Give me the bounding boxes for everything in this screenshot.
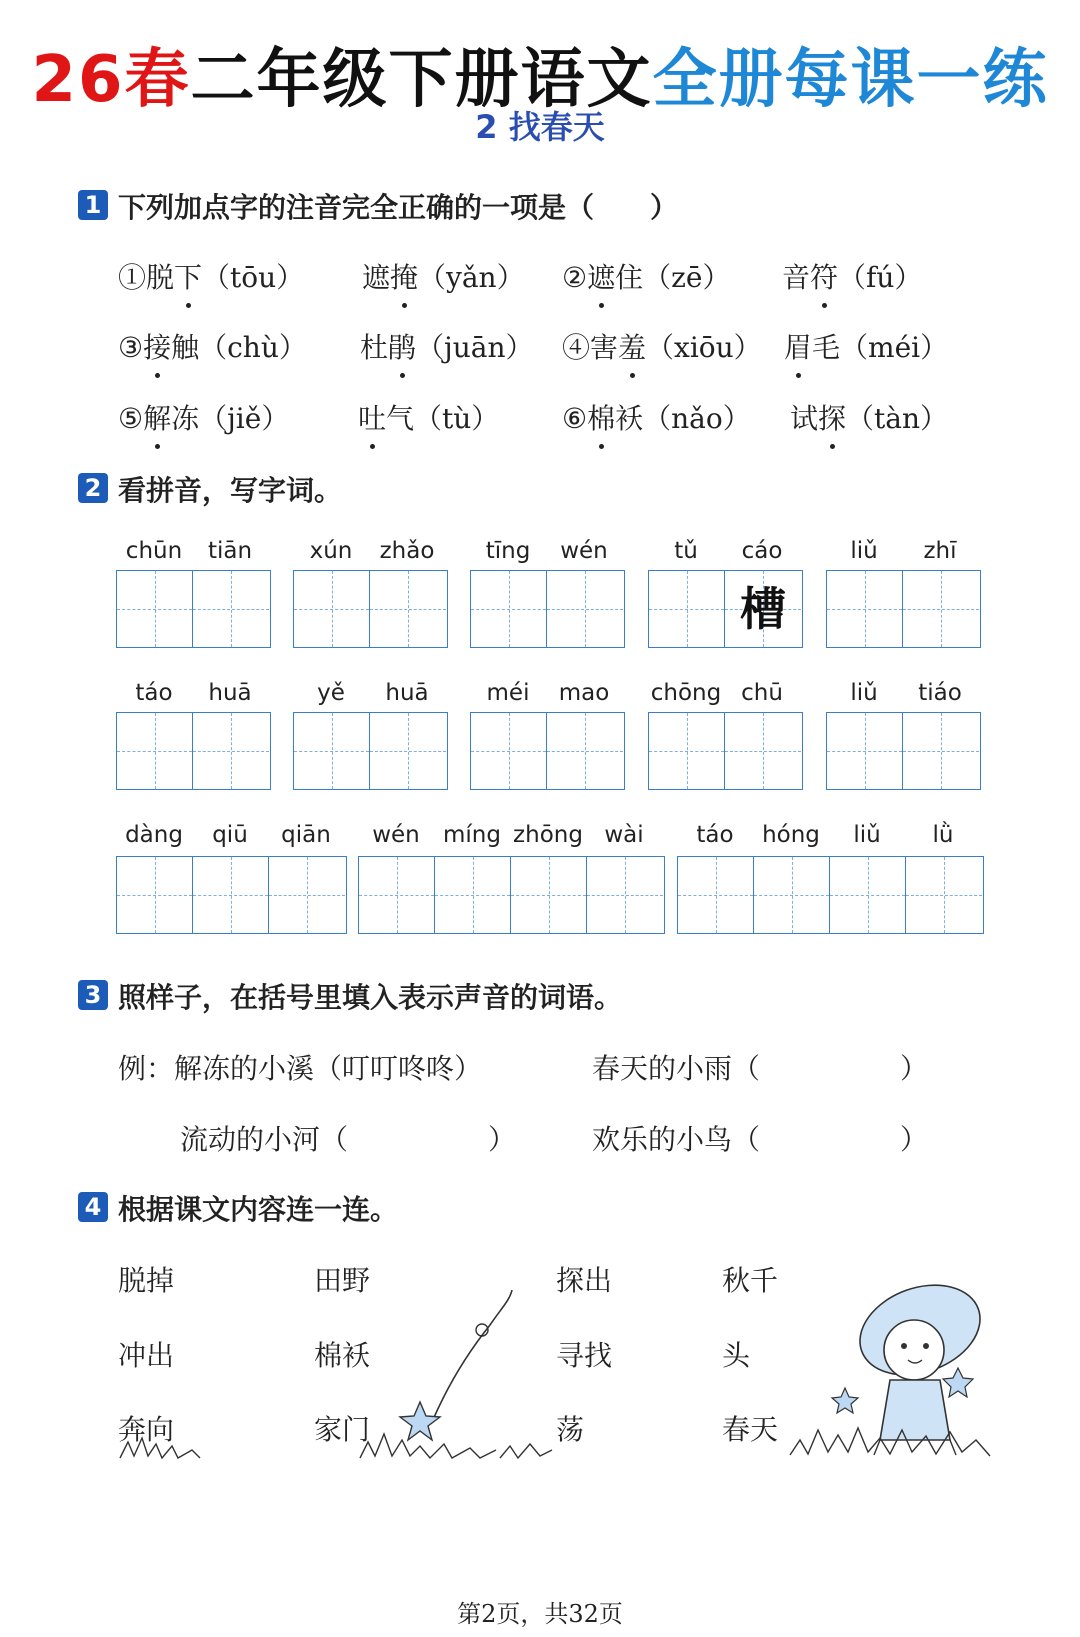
q1-dotted-char: 吐 — [358, 397, 386, 437]
writing-cell[interactable] — [435, 857, 511, 933]
writing-cell[interactable] — [827, 571, 903, 647]
match-word[interactable]: 棉袄 — [314, 1339, 371, 1372]
pinyin-label: xún — [309, 538, 353, 564]
writing-cell[interactable] — [830, 857, 906, 933]
writing-cell[interactable] — [678, 857, 754, 933]
pinyin-label: tiáo — [918, 680, 962, 706]
pinyin-label: chū — [741, 680, 783, 706]
q3-item-bird[interactable]: 欢乐的小鸟（ ） — [592, 1123, 929, 1156]
writing-grid[interactable] — [293, 712, 448, 790]
q1-option — [562, 397, 751, 437]
q1-dotted-char: 接 — [143, 326, 171, 366]
pinyin-label: liǔ — [850, 538, 878, 564]
q1-dotted-char: 眉 — [784, 326, 812, 366]
match-word[interactable]: 奔向 — [118, 1413, 175, 1446]
question-2-text: 看拼音，写字词。 — [118, 474, 343, 507]
q1-option-suffix: 触（chù） — [171, 331, 307, 364]
pinyin-label: táo — [135, 680, 173, 706]
pinyin-label: wài — [604, 822, 644, 848]
match-word[interactable]: 冲出 — [118, 1339, 175, 1372]
pinyin-label: hóng — [762, 822, 820, 848]
writing-cell[interactable] — [117, 857, 193, 933]
q1-option-prefix: 杜 — [360, 331, 389, 364]
q1-option-suffix: （xiōu） — [646, 331, 762, 364]
title-grade: 二年级下册语文 — [190, 43, 653, 117]
star-flower-icon — [943, 1368, 973, 1397]
writing-cell[interactable] — [827, 713, 903, 789]
writing-grid[interactable] — [677, 856, 984, 934]
writing-cell[interactable] — [903, 571, 979, 647]
question-1-text: 下列加点字的注音完全正确的一项是（ ） — [118, 191, 679, 224]
q1-dotted-char: 鹃 — [388, 326, 416, 366]
writing-cell[interactable] — [117, 713, 193, 789]
q1-option-suffix: 冻（jiě） — [171, 402, 290, 435]
flower-stem-icon — [432, 1290, 512, 1422]
match-word[interactable]: 秋千 — [722, 1264, 779, 1297]
pinyin-label: chōng — [650, 680, 722, 706]
match-word[interactable]: 寻找 — [556, 1339, 613, 1372]
q1-option — [118, 256, 304, 296]
writing-cell[interactable] — [471, 713, 547, 789]
writing-cell[interactable] — [511, 857, 587, 933]
pinyin-label: yě — [317, 680, 345, 706]
writing-cell[interactable] — [547, 713, 623, 789]
q1-option-suffix: 袄（nǎo） — [615, 402, 751, 435]
q1-option-prefix: ④害 — [562, 331, 619, 364]
writing-cell[interactable] — [294, 713, 370, 789]
question-number-4: 4 — [78, 1192, 108, 1222]
match-word[interactable]: 头 — [722, 1339, 751, 1372]
q1-option-suffix: 毛（méi） — [812, 331, 949, 364]
pinyin-label: wén — [560, 538, 608, 564]
writing-grid[interactable] — [826, 570, 981, 648]
q1-dotted-char: 羞 — [618, 326, 646, 366]
pinyin-label: qiān — [281, 822, 331, 848]
q3-example: 例：解冻的小溪（叮叮咚咚） — [118, 1052, 483, 1085]
writing-grid[interactable] — [470, 570, 625, 648]
q3-item-rain[interactable]: 春天的小雨（ ） — [592, 1052, 929, 1085]
q1-dotted-char: 解 — [143, 397, 171, 437]
match-word[interactable]: 田野 — [314, 1264, 371, 1297]
title-year: 26春 — [31, 43, 191, 117]
pinyin-label: zhǎo — [379, 538, 435, 564]
writing-cell[interactable] — [649, 713, 725, 789]
q1-option-prefix: ③ — [118, 331, 144, 364]
writing-grid[interactable] — [116, 570, 271, 648]
title-series: 全册每课一练 — [652, 43, 1049, 117]
q1-option-prefix: ② — [562, 261, 588, 294]
written-character — [471, 571, 546, 647]
q1-option — [118, 397, 289, 437]
writing-cell[interactable] — [471, 571, 547, 647]
pinyin-label: míng — [443, 822, 501, 848]
star-flower-icon — [832, 1388, 858, 1413]
question-number-2: 2 — [78, 473, 108, 503]
pinyin-label: liǔ — [853, 822, 881, 848]
pinyin-label: huā — [385, 680, 429, 706]
written-character — [547, 571, 623, 647]
writing-grid[interactable] — [648, 570, 803, 648]
decoration-drawings — [0, 1270, 1080, 1500]
match-word[interactable]: 脱掉 — [118, 1264, 175, 1297]
pinyin-label: huā — [208, 680, 252, 706]
q1-option-suffix: （juān） — [416, 331, 534, 364]
question-number-1: 1 — [78, 190, 108, 220]
writing-cell[interactable] — [193, 713, 269, 789]
writing-grid[interactable] — [116, 856, 347, 934]
question-4-text: 根据课文内容连一连。 — [118, 1193, 399, 1226]
writing-grid[interactable] — [826, 712, 981, 790]
writing-cell[interactable] — [547, 571, 623, 647]
writing-cell[interactable] — [359, 857, 435, 933]
q3-item-river[interactable]: 流动的小河（ ） — [180, 1123, 517, 1156]
pinyin-label: tiān — [207, 538, 253, 564]
q1-option-suffix: （tàn） — [846, 402, 949, 435]
q1-option-suffix: （tōu） — [202, 261, 305, 294]
match-word[interactable]: 探出 — [556, 1264, 613, 1297]
written-character — [649, 571, 724, 647]
pinyin-label: qiū — [212, 822, 248, 848]
writing-cell[interactable] — [370, 713, 446, 789]
pinyin-label: méi — [486, 680, 530, 706]
writing-grid[interactable] — [293, 570, 448, 648]
writing-cell[interactable] — [906, 857, 982, 933]
page-number: 第2页，共32页 — [457, 1600, 623, 1628]
small-flower-icon — [400, 1402, 440, 1440]
q1-option — [362, 256, 525, 296]
written-character — [294, 571, 369, 647]
q1-option — [118, 326, 307, 366]
writing-cell[interactable] — [587, 857, 663, 933]
written-character — [193, 571, 269, 647]
q1-option-prefix: 音 — [782, 261, 811, 294]
q1-option — [782, 256, 922, 296]
writing-cell[interactable] — [903, 713, 979, 789]
pinyin-label: tīng — [485, 538, 531, 564]
q1-dotted-char: 掩 — [390, 256, 418, 296]
pinyin-label: chūn — [125, 538, 183, 564]
writing-cell[interactable] — [294, 571, 370, 647]
written-character — [370, 571, 446, 647]
q1-dotted-char: 下 — [174, 256, 202, 296]
pinyin-label: zhī — [923, 538, 957, 564]
q1-dotted-char: 棉 — [587, 397, 615, 437]
written-character — [117, 571, 192, 647]
q1-option-prefix: ⑥ — [562, 402, 588, 435]
q1-option-prefix: 遮 — [362, 261, 391, 294]
writing-cell[interactable] — [193, 571, 269, 647]
pinyin-label: zhōng — [513, 822, 583, 848]
match-word[interactable]: 春天 — [722, 1413, 779, 1446]
q1-option — [358, 397, 499, 437]
writing-grid[interactable] — [358, 856, 665, 934]
lesson-title: 2 找春天 — [475, 108, 605, 146]
writing-cell[interactable] — [754, 857, 830, 933]
writing-cell[interactable] — [117, 571, 193, 647]
q1-dotted-char: 探 — [818, 397, 846, 437]
writing-cell[interactable] — [370, 571, 446, 647]
question-number-3: 3 — [78, 980, 108, 1010]
writing-grid[interactable] — [648, 712, 803, 790]
q1-option — [784, 326, 948, 366]
pinyin-label: liǔ — [850, 680, 878, 706]
pinyin-label: cáo — [741, 538, 783, 564]
q1-option-suffix: （yǎn） — [418, 261, 525, 294]
q1-dotted-char: 遮 — [587, 256, 615, 296]
q1-option-prefix: ⑤ — [118, 402, 144, 435]
writing-grid[interactable] — [470, 712, 625, 790]
grass-icon — [120, 1438, 200, 1458]
q1-option — [360, 326, 533, 366]
q1-option-prefix: ①脱 — [118, 261, 175, 294]
writing-cell[interactable] — [193, 857, 269, 933]
pinyin-label: dàng — [125, 822, 183, 848]
pinyin-label: táo — [696, 822, 734, 848]
writing-cell[interactable] — [649, 571, 725, 647]
q1-option — [562, 326, 762, 366]
written-character — [827, 571, 902, 647]
grass-icon — [500, 1444, 552, 1458]
writing-cell[interactable] — [269, 857, 345, 933]
pinyin-label: wén — [372, 822, 420, 848]
match-word[interactable]: 荡 — [556, 1413, 585, 1446]
pinyin-label: lǜ — [932, 822, 954, 848]
written-character: 槽 — [740, 582, 786, 636]
q1-option-prefix: 试 — [790, 402, 819, 435]
question-3-text: 照样子，在括号里填入表示声音的词语。 — [118, 981, 623, 1014]
q1-option — [562, 256, 730, 296]
girl-illustration-icon — [847, 1270, 992, 1455]
match-word[interactable]: 家门 — [314, 1413, 371, 1446]
pinyin-label: mao — [558, 680, 610, 706]
pinyin-label: tǔ — [674, 538, 698, 564]
written-character — [903, 571, 979, 647]
writing-cell[interactable] — [725, 571, 801, 647]
q1-option-suffix: （fú） — [838, 261, 923, 294]
q1-option — [790, 397, 948, 437]
writing-cell[interactable] — [725, 713, 801, 789]
writing-grid[interactable] — [116, 712, 271, 790]
q1-dotted-char: 符 — [810, 256, 838, 296]
q1-option-suffix: 住（zē） — [615, 261, 731, 294]
q1-option-suffix: 气（tù） — [386, 402, 500, 435]
